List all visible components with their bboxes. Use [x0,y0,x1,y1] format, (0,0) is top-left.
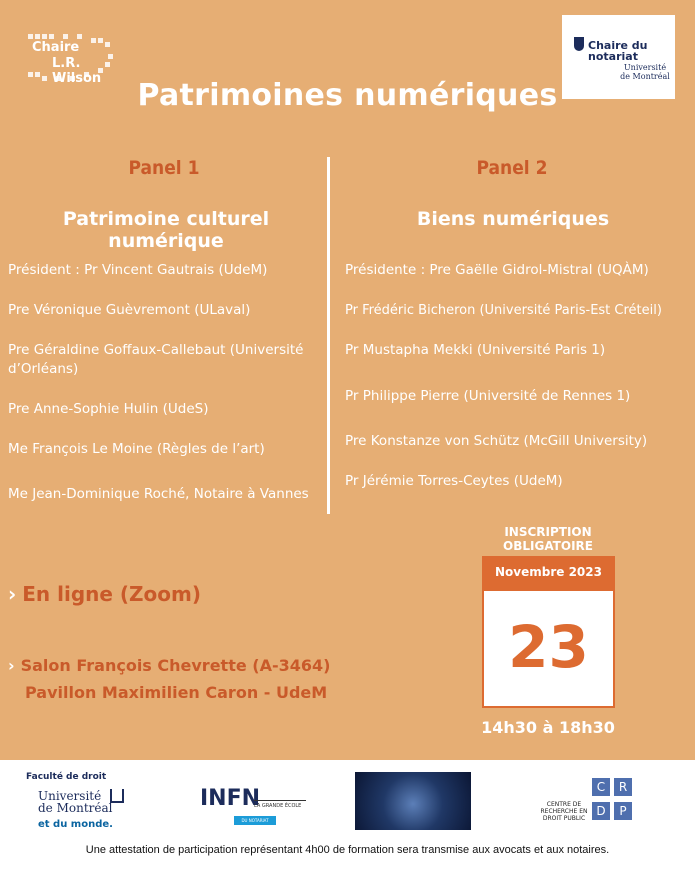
panel2-member: Présidente : Pre Gaëlle Gidrol-Mistral (UQÀM) [345,262,649,278]
panel2-title: Panel 2 [476,157,548,179]
wilson-logo-line2: L.R. Wilson [52,56,102,86]
calendar-day: 23 [508,613,589,681]
calendar-icon [482,591,615,708]
panel2-subtitle: Biens numériques [416,208,610,230]
sponsors-footer [0,760,695,871]
online-location: › En ligne (Zoom) [8,582,202,606]
crdp-label: CENTRE DE RECHERCHE EN DROIT PUBLIC [540,801,588,822]
panel-divider [327,157,330,514]
wilson-logo-line1: Chaire [32,40,80,55]
infn-wordmark: INFN [200,786,261,811]
calendar-month: Novembre 2023 [482,556,615,591]
crest-icon [574,37,584,51]
panel1-member: Me François Le Moine (Règles de l’art) [8,441,265,457]
panel2-member: Pre Konstanze von Schütz (McGill University) [345,433,648,449]
udem-mark-icon [110,789,124,803]
venue-location: › Salon François Chevrette (A-3464) Pavillon Maximilien Caron - UdeM [8,656,331,702]
panel1-member: Président : Pr Vincent Gautrais (UdeM) [8,262,268,278]
panel1-member: Me Jean-Dominique Roché, Notaire à Vannes [8,486,309,502]
panel1-subtitle: Patrimoine culturel numérique [62,208,270,252]
panel1-member: Pre Géraldine Goffaux-Callebaut (Université d’Orléans) [8,342,304,377]
panel1-title: Panel 1 [128,157,200,179]
panel2-member: Pr Frédéric Bicheron (Université Paris-Est Créteil) [345,303,662,318]
globe-network-logo [355,772,471,830]
page-title: Patrimoines numériques [137,78,558,113]
panel2-member: Pr Jérémie Torres-Ceytes (UdeM) [345,473,563,489]
udem-law-logo: Faculté de droit Université de Montréal et du monde. [26,772,136,832]
panel1-member: Pre Véronique Guèvremont (ULaval) [8,302,251,318]
chevron-right-icon: › [8,656,15,675]
panel1-member: Pre Anne-Sophie Hulin (UdeS) [8,401,209,417]
chevron-right-icon: › [8,582,17,606]
inscription-notice: INSCRIPTION OBLIGATOIRE [503,525,593,553]
attestation-notice: Une attestation de participation représentant 4h00 de formation sera transmise aux avocats et aux notaires. [85,844,610,856]
event-time: 14h30 à 18h30 [481,718,615,737]
notariat-logo-title: Chaire du notariat [588,39,648,63]
panel2-member: Pr Philippe Pierre (Université de Rennes 1) [345,388,631,404]
infn-logo: INFN LA GRANDE ÉCOLE DU NOTARIAT [200,786,310,826]
panel2-member: Pr Mustapha Mekki (Université Paris 1) [345,342,606,358]
notariat-logo-university: Université de Montréal [620,63,670,81]
crdp-logo: C R D P CENTRE DE RECHERCHE EN DROIT PUBLIC [540,778,645,828]
